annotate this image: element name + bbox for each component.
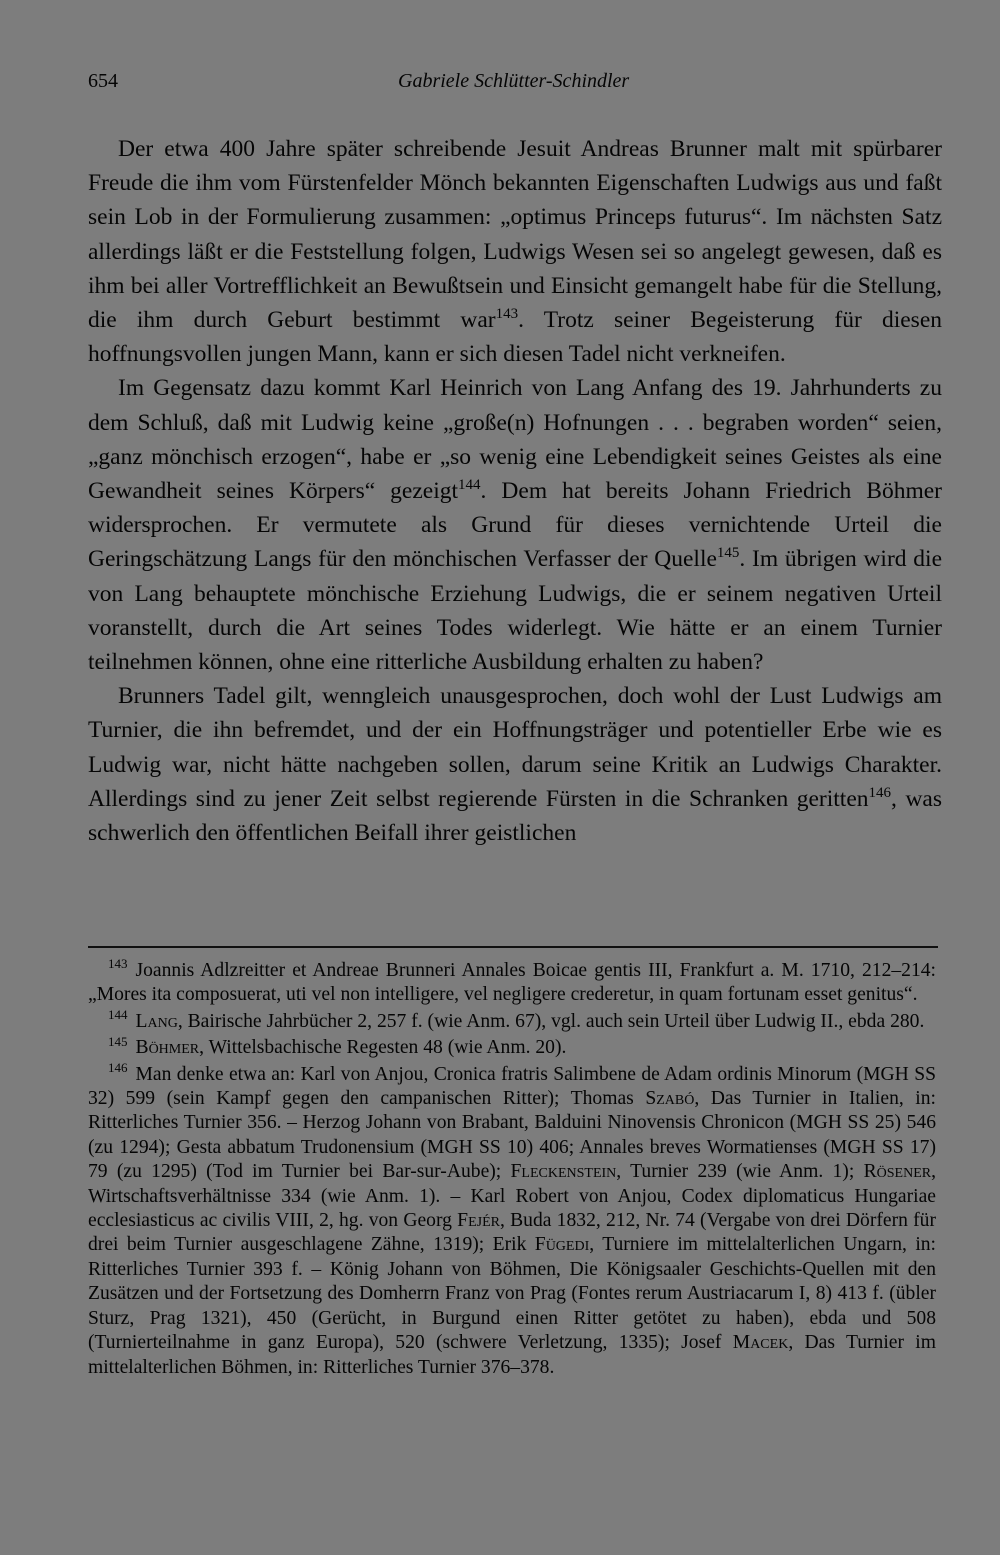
footnote-text: Joannis Adlzreitter et Andreae Brunneri Annales Boicae gentis III, Frankfurt a. M. 1710, 212–214: „Mores ita composuerat, uti vel non intelligere, vel negligere crederetur, in quam fortunam esset genitus“.	[88, 960, 936, 1006]
footnote-author: Lang	[135, 1010, 178, 1032]
footnote-145	[88, 1033, 936, 1060]
paragraph-2-text-end: . Im übrigen wird die von Lang behauptete mönchische Erziehung Ludwigs, die er seinem negativen Urteil voranstellt, durch die Art seines Todes widerlegt. Wie hätte er an einem Turnier teilnehmen können, ohne eine ritterliche Ausbildung erhalten zu haben?	[88, 546, 942, 676]
footnote-ref-146[interactable]: 146	[868, 785, 892, 802]
footnote-ref-144[interactable]: 144	[458, 477, 481, 494]
paragraph-1-text-cont: . Trotz seiner Begeisterung für diesen hoffnungsvollen jungen Mann, kann er sich diesen Tadel nicht verkneifen.	[88, 307, 943, 368]
footnote-number: 144	[108, 1007, 128, 1023]
footnote-144	[88, 1007, 936, 1034]
footnote-number: 146	[108, 1060, 128, 1076]
footnote-author: Fügedi	[534, 1234, 590, 1256]
footnote-146	[88, 1060, 937, 1380]
footnotes	[88, 956, 937, 1382]
footnote-author: Fejér	[457, 1210, 500, 1232]
footnote-143	[88, 956, 936, 1008]
page-number: 654	[88, 70, 118, 92]
paragraph-3	[88, 679, 942, 850]
footnote-ref-143[interactable]: 143	[495, 306, 519, 323]
footnote-author: Szabó	[645, 1088, 695, 1110]
paragraph-3-text: Brunners Tadel gilt, wenngleich unausgesprochen, doch wohl der Lust Ludwigs am Turnier, die ihn befremdet, und der ein Hoffnungsträger und potentieller Erbe wie es Ludwig war, nicht hätte nachgeben sollen, darum seine Kritik an Ludwigs Charakter. Allerdings sind zu jener Zeit selbst regierende Fürsten in die Schranken geritten	[88, 683, 942, 812]
footnote-ref-145[interactable]: 145	[716, 545, 740, 562]
footnote-author: Macek	[732, 1332, 789, 1354]
footnote-author: Fleckenstein	[510, 1161, 617, 1183]
footnote-text: , Das Turnier in Italien, in: Ritterliches Turnier 356. – Herzog Johann von Brabant, Balduini Ninovensis Chronicon (MGH SS 25) 546 (zu 1294); Gesta abbatum Trudonensium (MGH SS 10) 406; Annales breves Wormatienses (MGH SS 17) 79 (zu 1295) (Tod im Turnier bei Bar-sur-Aube);	[88, 1088, 936, 1183]
paragraph-2	[88, 371, 942, 679]
footnote-author: Rösener	[863, 1161, 932, 1183]
footnote-text: , Wirtschaftsverhältnisse 334 (wie Anm. 1). – Karl Robert von Anjou, Codex diplomaticus Hungariae ecclesiasticus ac civilis VIII, 2, hg. von Georg	[88, 1161, 936, 1232]
footnote-text: , Turniere im mittelalterlichen Ungarn, in: Ritterliches Turnier 393 f. – König Johann von Böhmen, Die Königsaaler Geschichts-Quellen mit den Zusätzen und der Fortsetzung des Domherrn Franz von Prag (Fontes rerum Austriacarum I, 8) 413 f. (übler Sturz, Prag 1321), 450 (Gerücht, in Burgund einen Ritter getötet zu haben), ebda und 508 (Turnierteilnahme in ganz Europa), 520 (schwere Verletzung, 1335); Josef	[88, 1234, 937, 1354]
footnote-text: , Wittelsbachische Regesten 48 (wie Anm. 20).	[199, 1037, 567, 1059]
footnote-text: , Bairische Jahrbücher 2, 257 f. (wie Anm. 67), vgl. auch sein Urteil über Ludwig II., ebda 280.	[177, 1010, 925, 1032]
footnote-divider	[88, 946, 938, 948]
footnote-text: , Turnier 239 (wie Anm. 1);	[616, 1161, 864, 1183]
footnote-text: , Buda 1832, 212, Nr. 74 (Vergabe von drei Dörfern für drei beim Turnier ausgeschlagene Zähne, 1319); Erik	[88, 1210, 936, 1256]
footnote-text: Man denke etwa an: Karl von Anjou, Cronica fratris Salimbene de Adam ordinis Minorum (MGH SS 32) 599 (sein Kampf gegen den campanischen Ritter); Thomas	[88, 1063, 936, 1110]
running-head: Gabriele Schlütter-Schindler	[398, 70, 630, 92]
paragraph-1-text: Der etwa 400 Jahre später schreibende Jesuit Andreas Brunner malt mit spürbarer Freude die ihm vom Fürstenfelder Mönch bekannten Eigenschaften Ludwigs aus und faßt sein Lob in der Formulierung zusammen: „optimus Princeps futurus“. Im nächsten Satz allerdings läßt er die Feststellung folgen, Ludwigs Wesen sei so angelegt gewesen, daß es ihm bei aller Vortrefflichkeit an Bewußtsein und Einsicht gemangelt habe für die Stellung, die ihm durch Geburt bestimmt war	[88, 136, 942, 334]
footnote-number: 145	[108, 1033, 128, 1049]
main-text	[88, 132, 942, 850]
paragraph-2-text: Im Gegensatz dazu kommt Karl Heinrich von Lang Anfang des 19. Jahrhunderts zu dem Schluß, daß mit Ludwig keine „große(n) Hofnungen . . . begraben worden“ seien, „ganz mönchisch erzogen“, habe er „so wenig eine Lebendigkeit seines Geistes als eine Gewandheit seines Körpers“ gezeigt	[88, 375, 942, 505]
footnote-number: 143	[108, 956, 128, 972]
footnote-text: , Das Turnier im mittelalterlichen Böhmen, in: Ritterliches Turnier 376–378.	[88, 1332, 936, 1378]
footnote-author: Böhmer	[135, 1037, 200, 1059]
paragraph-3-text-cont: , was schwerlich den öffentlichen Beifall ihrer geistlichen	[88, 785, 942, 847]
paragraph-2-text-cont: . Dem hat bereits Johann Friedrich Böhmer widersprochen. Er vermutete als Grund für dieses vernichtende Urteil die Geringschätzung Langs für den mönchischen Verfasser der Quelle	[88, 478, 942, 573]
paragraph-1	[88, 132, 942, 371]
